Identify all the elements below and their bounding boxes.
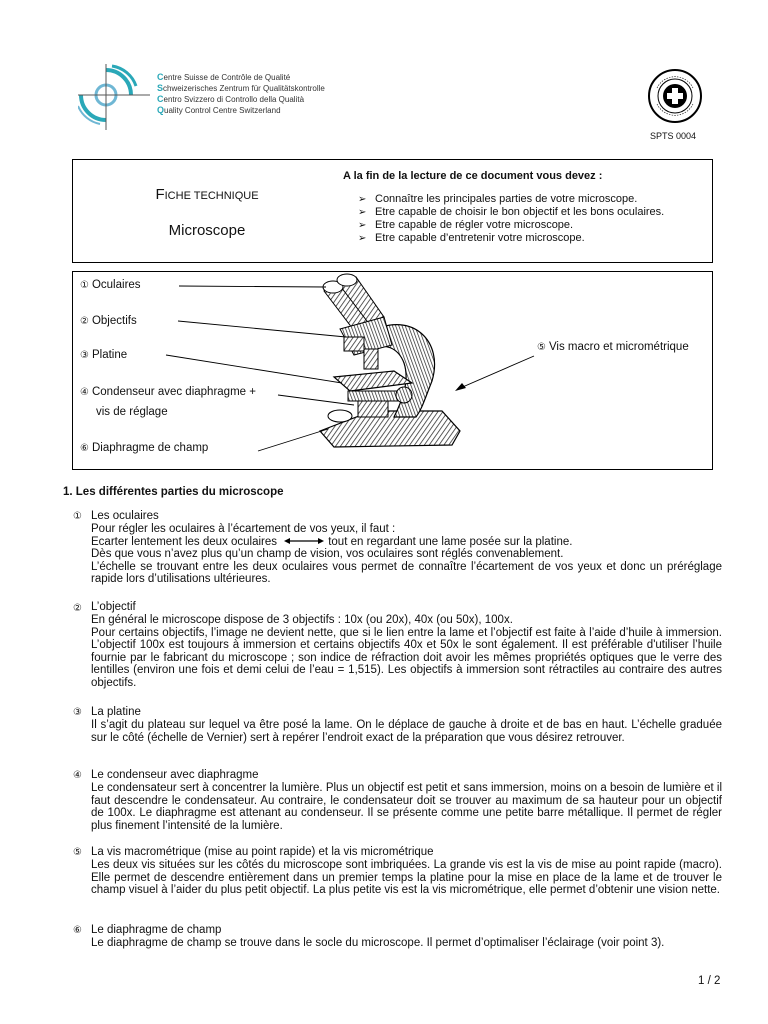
label-oculaires: ① Oculaires: [80, 279, 141, 291]
qc-centre-names: Centre Suisse de Contrôle de Qualité Schweizerisches Zentrum für Qualitätskontrolle Centro Svizzero di Controllo della Qualità Quality Control Centre Switzerland: [157, 72, 325, 115]
goal-item: ➢ Connaître les principales parties de votre microscope.: [358, 193, 688, 206]
item-title-oculaires: Les oculaires: [91, 510, 159, 522]
item-number: ②: [73, 603, 82, 614]
page-number: 1 / 2: [698, 975, 721, 987]
document-type: FICHE TECHNIQUE: [155, 186, 259, 203]
label-platine: ③ Platine: [80, 349, 128, 361]
section-heading: 1. Les différentes parties du microscope: [63, 486, 284, 498]
focus-knob: [396, 387, 412, 403]
microscope-condenser: [358, 401, 388, 417]
item-number: ③: [73, 707, 82, 718]
goal-item: ➢ Etre capable d’entretenir votre microscope.: [358, 232, 688, 245]
label-vis: ⑤ Vis macro et micrométrique: [537, 341, 689, 353]
page-title: Microscope: [168, 222, 246, 239]
goal-item: ➢ Etre capable de régler votre microscope.: [358, 219, 688, 232]
platine-text: Il s’agit du plateau sur lequel va être posé la lame. On le déplace de gauche à droite et de bas en haut. L’échelle graduée sur le côté (échelle de Vernier) sert à repérer l’endroit exact de la préparation que vous désirez retrouver.: [91, 719, 722, 744]
goal-item: ➢ Etre capable de choisir le bon objectif et les bons oculaires.: [358, 206, 688, 219]
double-arrow-icon: [284, 537, 324, 545]
label-diaphragme: ⑥ Diaphragme de champ: [80, 442, 209, 454]
label-condenseur: ④ Condenseur avec diaphragme +: [80, 386, 256, 398]
item-number: ①: [73, 511, 82, 522]
goals-heading: A la fin de la lecture de ce document vous devez :: [343, 170, 603, 182]
item-number: ④: [73, 770, 82, 781]
goals-list: [358, 193, 688, 245]
item-title-platine: La platine: [91, 706, 141, 718]
swiss-accreditation-seal-icon: [647, 68, 703, 124]
microscope-illustration: [72, 271, 713, 470]
condenseur-text: Le condensateur sert à concentrer la lumière. Plus un objectif est petit et sans immersion, moins on a besoin de lumière et il faut descendre le condensateur. Au contraire, le condensateur doit se trouver au maximum de sa hauteur pour un objectif de 100x. Le diaphragme est attenant au condenseur. Il se présente comme une petite barre métallique. Il permet de régler plus finement l’intensité de la lumière.: [91, 782, 722, 832]
oculaires-text: Pour régler les oculaires à l’écartement de vos yeux, il faut : Ecarter lentement les deux oculaires tout en regardant une lame posée sur la platine. Dès que vous n’avez plus qu’un champ de vision, vos oculaires sont réglés convenablement. L’échelle se trouvant entre les deux oculaires vous permet de connaître l’écartement de vos yeux et donc un préréglage rapide lors d’utilisations ultérieures.: [91, 523, 722, 585]
item-title-vis: La vis macrométrique (mise au point rapide) et la vis micrométrique: [91, 846, 434, 858]
item-title-objectif: L’objectif: [91, 601, 136, 613]
objective-lenses: [344, 337, 364, 351]
objectif-text: En général le microscope dispose de 3 objectifs : 10x (ou 20x), 40x (ou 50x), 100x. Pour certains objectifs, l’image ne devient nette, que si le lien entre la lame et l’objectif est faite à l’aide d’huile à immersion. L’objectif 100x est toujours à immersion et certains objectifs 40x et 50x le sont également. Il est préférable d'utiliser l’huile fournie par le fabricant du microscope ; son indice de réfraction doit avoir les mêmes propriétés optiques que le verre des lentilles (environ une fois et demi celui de l’eau = 1,515). Les objectifs à immersion sont rétractiles au contraire des autres objectifs.: [91, 614, 722, 689]
item-title-condenseur: Le condenseur avec diaphragme: [91, 769, 259, 781]
vis-text: Les deux vis situées sur les côtés du microscope sont imbriquées. La grande vis est la vis de mise au point rapide (macro). Elle permet de descendre entièrement dans un premier temps la platine pour la mise en place de la lame et de trouver le champ visuel à l’aider du plus petit objectif. La plus petite vis est la vis micrométrique, elle permet d’obtenir une vision nette.: [91, 859, 722, 896]
diaphragme-text: Le diaphragme de champ se trouve dans le socle du microscope. Il permet d’optimaliser l’éclairage (voir point 3).: [91, 937, 665, 949]
label-objectifs: ② Objectifs: [80, 315, 137, 327]
item-number: ⑤: [73, 847, 82, 858]
label-condenseur-line2: vis de réglage: [96, 406, 168, 418]
field-diaphragm: [328, 410, 352, 422]
qc-logo-icon: [78, 64, 158, 132]
item-title-diaphragme: Le diaphragme de champ: [91, 924, 222, 936]
document-code: SPTS 0004: [650, 131, 697, 141]
item-number: ⑥: [73, 925, 82, 936]
